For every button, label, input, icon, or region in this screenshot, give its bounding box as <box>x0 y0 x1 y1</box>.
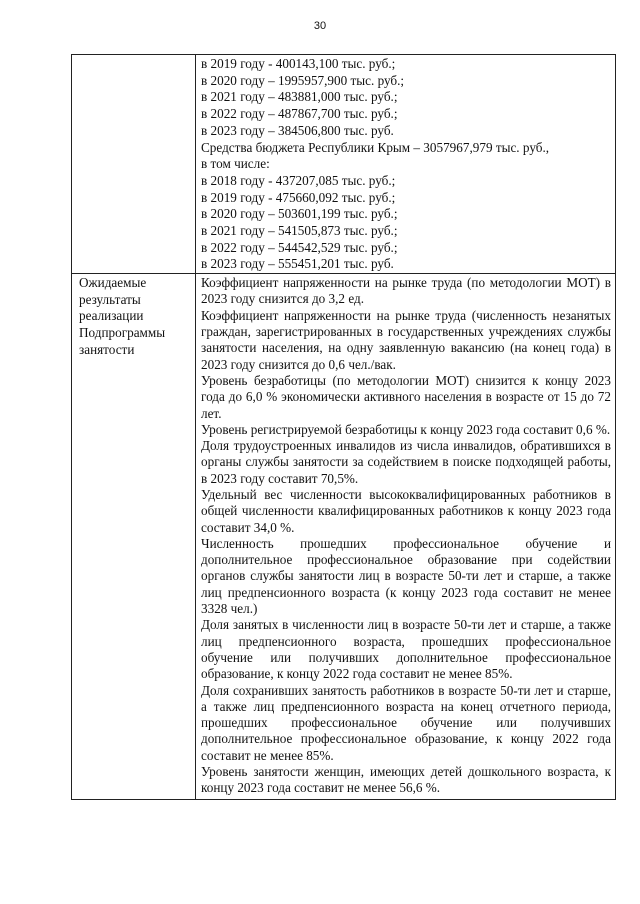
funding-line: в 2021 году – 483881,000 тыс. руб.; <box>201 89 398 105</box>
results-label-cell: Ожидаемые результаты реализации Подпрограммы занятости <box>72 274 196 800</box>
result-paragraph: Коэффициент напряженности на рынке труда (численность незанятых граждан, зарегистрированных в государственных учреждениях службы занятости населения, на одну заявленную вакансию (на конец года) в 2023 году снизится до 0,6 чел./вак. <box>201 307 611 372</box>
funding-line: в том числе: <box>201 156 270 172</box>
funding-line: в 2023 году – 555451,201 тыс. руб. <box>201 256 394 272</box>
funding-line: в 2018 году - 437207,085 тыс. руб.; <box>201 172 396 188</box>
page-number: 30 <box>313 20 327 32</box>
table-row <box>72 274 616 800</box>
result-paragraph: Уровень регистрируемой безработицы к концу 2023 года составит 0,6 %. <box>201 421 611 437</box>
funding-line: в 2022 году – 487867,700 тыс. руб.; <box>201 106 398 122</box>
funding-line: в 2019 году - 400143,100 тыс. руб.; <box>201 56 396 71</box>
label-cell <box>72 55 196 274</box>
funding-line: в 2020 году – 1995957,900 тыс. руб.; <box>201 72 405 88</box>
funding-line: в 2019 году - 475660,092 тыс. руб.; <box>201 189 396 205</box>
table-row <box>72 55 616 274</box>
result-paragraph: Доля трудоустроенных инвалидов из числа инвалидов, обратившихся в органы службы занятости за содействием в поиске подходящей работы, в 2023 году составит 70,5%. <box>201 438 611 486</box>
funding-line: в 2022 году – 544542,529 тыс. руб.; <box>201 239 398 255</box>
result-paragraph: Численность прошедших профессиональное обучение и дополнительное профессиональное образование при содействии органов службы занятости лиц в возрасте 50-ти лет и старше, а также лиц предпенсионного возраста (к концу 2023 года составит не менее 3328 чел.) <box>201 535 611 617</box>
funding-line: Средства бюджета Республики Крым – 3057967,979 тыс. руб., <box>201 139 550 155</box>
results-cell <box>196 274 616 800</box>
funding-line: в 2020 году – 503601,199 тыс. руб.; <box>201 206 398 222</box>
result-paragraph: Доля сохранивших занятость работников в возрасте 50-ти лет и старше, а также лиц предпенсионного возраста на конец отчетного периода, прошедших профессиональное обучение или получивших дополнительное профессиональное образование, к концу 2022 года составит не менее 85%. <box>201 682 611 763</box>
result-paragraph: Уровень занятости женщин, имеющих детей дошкольного возраста, к концу 2023 года составит не менее 56,6 %. <box>201 764 611 796</box>
passport-table <box>71 54 616 800</box>
result-paragraph: Коэффициент напряженности на рынке труда (по методологии МОТ) в 2023 году снизится до 3,2 ед. <box>201 275 611 307</box>
funding-cell <box>196 55 616 274</box>
result-paragraph: Доля занятых в численности лиц в возрасте 50-ти лет и старше, а также лиц предпенсионного возраста, прошедших профессиональное обучение или получивших дополнительное профессиональное образование, к концу 2022 года составит не менее 85%. <box>201 617 611 682</box>
result-paragraph: Уровень безработицы (по методологии МОТ) снизится к концу 2023 года до 6,0 % экономически активного населения в возрасте от 15 до 72 лет. <box>201 372 611 421</box>
funding-line: в 2023 году – 384506,800 тыс. руб. <box>201 122 394 138</box>
funding-line: в 2021 году – 541505,873 тыс. руб.; <box>201 223 398 239</box>
result-paragraph: Удельный вес численности высококвалифицированных работников в общей численности квалифицированных работников к концу 2023 года составит 34,0 %. <box>201 487 611 535</box>
